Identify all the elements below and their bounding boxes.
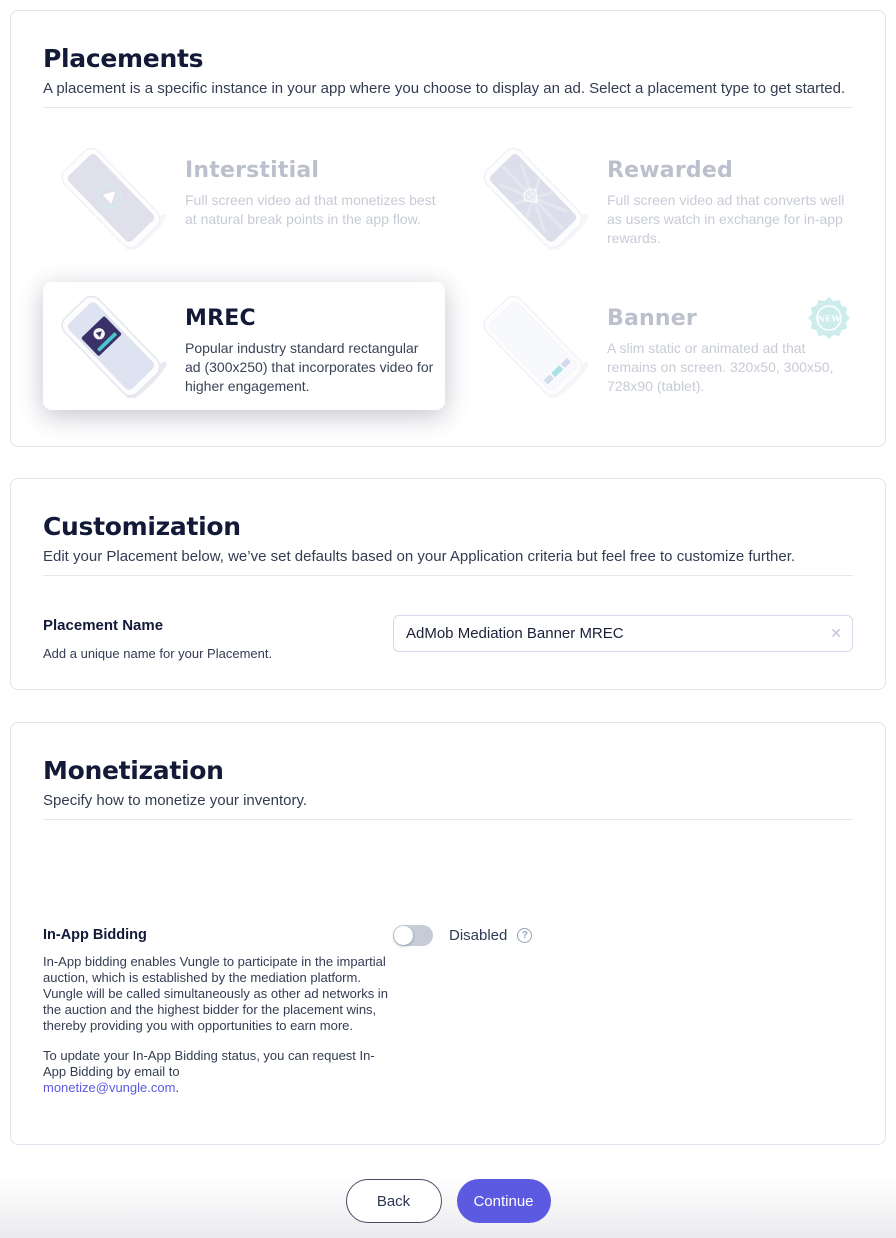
- banner-phone-icon: [473, 294, 593, 398]
- customization-title: Customization: [43, 512, 241, 541]
- placement-type-rewarded[interactable]: [465, 134, 867, 262]
- placement-type-description: Popular industry standard rectangular ad (300x250) that incorporates video for higher engagement.: [185, 340, 434, 394]
- placement-name-row: [43, 615, 853, 661]
- placements-title: Placements: [43, 44, 204, 73]
- divider: [43, 819, 853, 820]
- placement-type-description: Full screen video ad that converts well as users watch in exchange for in-app rewards.: [607, 192, 845, 246]
- placement-type-title: MREC: [185, 306, 256, 331]
- placements-subtitle: A placement is a specific instance in your app where you choose to display an ad. Select a placement type to get started.: [43, 80, 846, 97]
- continue-button[interactable]: Continue: [457, 1179, 551, 1223]
- placement-type-title: Rewarded: [607, 158, 733, 183]
- in-app-bidding-label: In-App Bidding: [43, 927, 147, 943]
- divider: [43, 575, 853, 576]
- note-suffix: .: [175, 1080, 180, 1095]
- mrec-phone-icon: [51, 294, 171, 398]
- placement-type-description: Full screen video ad that monetizes best at natural break points in the app flow.: [185, 192, 436, 227]
- placement-name-label: Placement Name: [43, 617, 164, 634]
- placement-type-interstitial[interactable]: [43, 134, 445, 262]
- monetization-card: [10, 722, 886, 1145]
- help-icon[interactable]: ?: [517, 928, 532, 943]
- in-app-bidding-note: [43, 1048, 388, 1096]
- placement-name-input[interactable]: [393, 615, 853, 652]
- footer-actions: [10, 1179, 886, 1223]
- divider: [43, 107, 853, 108]
- interstitial-phone-icon: [51, 146, 171, 250]
- placement-type-description: A slim static or animated ad that remains on screen. 320x50, 300x50, 728x90 (tablet).: [607, 340, 834, 394]
- note-text: To update your In-App Bidding status, you can request In-App Bidding by email to: [43, 1048, 375, 1079]
- in-app-bidding-row: [43, 927, 853, 1096]
- toggle-knob: [394, 926, 413, 945]
- placement-name-help: Add a unique name for your Placement.: [43, 646, 273, 661]
- in-app-bidding-status: Disabled: [449, 927, 508, 944]
- customization-card: [10, 478, 886, 690]
- placement-type-title: Banner: [607, 306, 697, 331]
- new-badge-icon: [807, 296, 851, 345]
- placements-card: [10, 10, 886, 447]
- back-button[interactable]: Back: [346, 1179, 442, 1223]
- in-app-bidding-toggle[interactable]: [393, 925, 433, 946]
- in-app-bidding-description: In-App bidding enables Vungle to participate in the impartial auction, which is established by the mediation platform. Vungle will be called simultaneously as other ad networks in the auction and the highest bidder for the placement wins, thereby providing you with opportunities to earn more.: [43, 954, 388, 1033]
- monetize-email-link[interactable]: monetize@vungle.com: [43, 1080, 176, 1095]
- clear-input-icon[interactable]: ✕: [830, 625, 842, 641]
- placement-type-title: Interstitial: [185, 158, 320, 183]
- placement-type-grid: [43, 134, 853, 410]
- monetization-subtitle: Specify how to monetize your inventory.: [43, 792, 308, 809]
- rewarded-phone-icon: [473, 146, 593, 250]
- svg-text:NEW: NEW: [817, 314, 841, 325]
- customization-subtitle: Edit your Placement below, we’ve set defaults based on your Application criteria but feel free to customize further.: [43, 548, 796, 565]
- monetization-title: Monetization: [43, 756, 224, 785]
- placement-type-banner[interactable]: [465, 282, 867, 410]
- placement-type-mrec[interactable]: [43, 282, 445, 410]
